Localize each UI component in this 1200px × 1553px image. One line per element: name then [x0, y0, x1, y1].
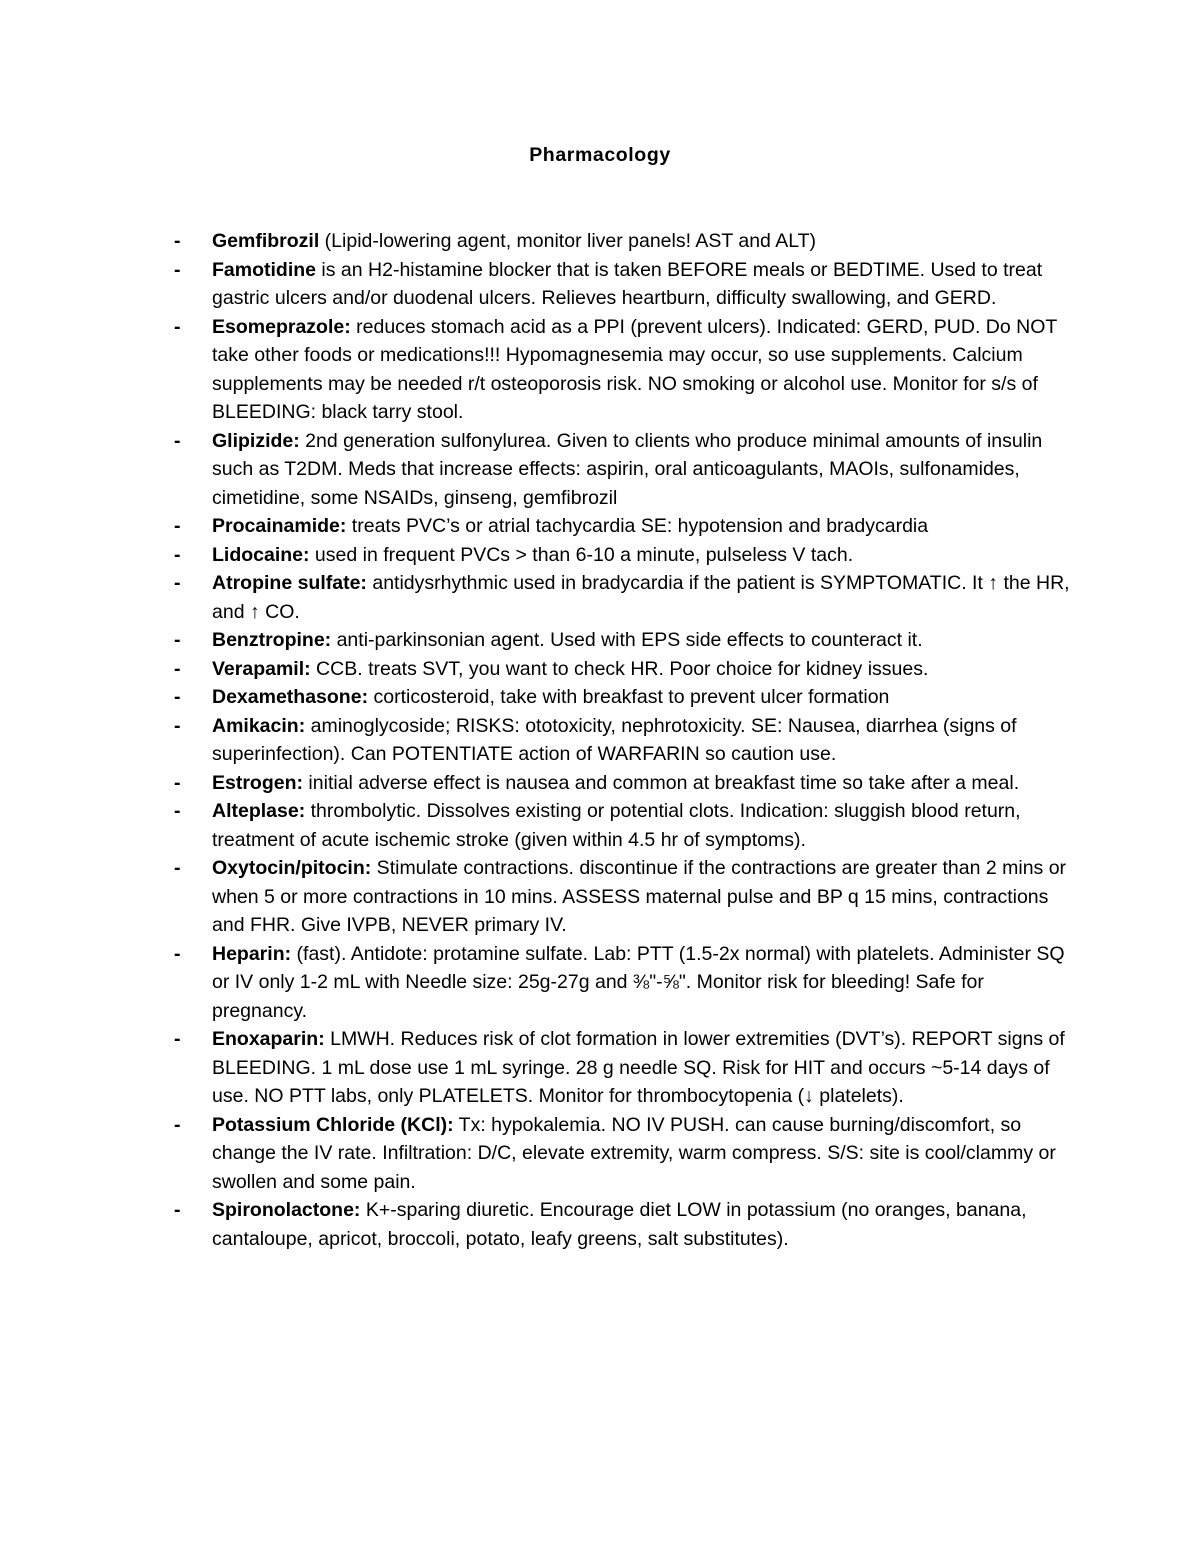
- bullet-dash: -: [174, 258, 181, 281]
- drug-description: Tx: hypokalemia. NO IV PUSH. can cause burning/discomfort, so change the IV rate. Infiltration: D/C, elevate extremity, warm compress. S/S: site is cool/clammy or swollen and some pain.: [212, 1113, 1056, 1193]
- list-item: [0, 683, 1200, 712]
- drug-name: Spironolactone:: [212, 1199, 361, 1221]
- bullet-dash: -: [174, 1113, 181, 1136]
- drug-list: [0, 227, 1200, 1253]
- drug-name: Esomeprazole:: [212, 315, 351, 338]
- drug-description: antidysrhythmic used in bradycardia if the patient is SYMPTOMATIC. It ↑ the HR, and ↑ CO.: [212, 572, 1070, 623]
- list-item: [0, 854, 1200, 940]
- drug-name: Verapamil:: [212, 657, 311, 680]
- drug-description: anti-parkinsonian agent. Used with EPS side effects to counteract it.: [331, 629, 923, 651]
- bullet-dash: -: [174, 1199, 181, 1221]
- list-item: [0, 1196, 1200, 1253]
- drug-description: is an H2-histamine blocker that is taken BEFORE meals or BEDTIME. Used to treat gastric ulcers and/or duodenal ulcers. Relieves heartburn, difficulty swallowing, and GERD.: [212, 258, 1043, 309]
- drug-name: Atropine sulfate:: [212, 572, 367, 594]
- bullet-dash: -: [174, 686, 181, 708]
- drug-name: Potassium Chloride (KCl):: [212, 1113, 454, 1136]
- list-item: [0, 512, 1200, 541]
- drug-name: Famotidine: [212, 258, 317, 281]
- drug-name: Estrogen:: [212, 771, 304, 794]
- drug-description: LMWH. Reduces risk of clot formation in lower extremities (DVT’s). REPORT signs of BLEEDING. 1 mL dose use 1 mL syringe. 28 g needle SQ. Risk for HIT and occurs ~5-14 days of use. NO PTT labs, only PLATELETS. Monitor for thrombocytopenia (↓ platelets).: [212, 1028, 1065, 1107]
- bullet-dash: -: [174, 515, 181, 537]
- drug-name: Procainamide:: [212, 515, 347, 537]
- drug-description: corticosteroid, take with breakfast to prevent ulcer formation: [368, 686, 890, 708]
- drug-description: initial adverse effect is nausea and common at breakfast time so take after a meal.: [303, 771, 1020, 794]
- bullet-dash: -: [174, 657, 181, 680]
- drug-description: (fast). Antidote: protamine sulfate. Lab: PTT (1.5-2x normal) with platelets. Administer SQ or IV only 1-2 mL with Needle size: 25g-27g and ⅜"-⅝". Monitor risk for bleeding! Safe for pregnancy.: [212, 942, 1065, 1022]
- list-item: [0, 655, 1200, 684]
- list-item: [0, 1111, 1200, 1197]
- drug-name: Dexamethasone:: [212, 686, 369, 708]
- drug-description: treats PVC’s or atrial tachycardia SE: hypotension and bradycardia: [346, 515, 929, 537]
- list-item: [0, 769, 1200, 798]
- bullet-dash: -: [174, 315, 181, 338]
- bullet-dash: -: [174, 714, 181, 737]
- list-item: [0, 626, 1200, 655]
- drug-description: Stimulate contractions. discontinue if the contractions are greater than 2 mins or when 5 or more contractions in 10 mins. ASSESS maternal pulse and BP q 15 mins, contractions and FHR. Give IVPB, NEVER primary IV.: [212, 857, 1067, 936]
- bullet-dash: -: [174, 629, 181, 651]
- drug-name: Heparin:: [212, 942, 292, 965]
- bullet-dash: -: [174, 942, 181, 965]
- bullet-dash: -: [174, 771, 181, 794]
- drug-name: Amikacin:: [212, 714, 306, 737]
- page-title: Pharmacology: [529, 144, 671, 166]
- bullet-dash: -: [174, 800, 181, 822]
- drug-description: CCB. treats SVT, you want to check HR. Poor choice for kidney issues.: [310, 657, 929, 680]
- drug-name: Glipizide:: [212, 429, 300, 452]
- drug-name: Gemfibrozil: [212, 230, 320, 252]
- bullet-dash: -: [174, 429, 181, 452]
- drug-description: reduces stomach acid as a PPI (prevent ulcers). Indicated: GERD, PUD. Do NOT take other foods or medications!!! Hypomagnesemia may occur, so use supplements. Calcium supplements may be needed r/t osteoporosis risk. NO smoking or alcohol use. Monitor for s/s of BLEEDING: black tarry stool.: [212, 315, 1057, 423]
- list-item: [0, 313, 1200, 427]
- list-item: [0, 427, 1200, 513]
- list-item: [0, 227, 1200, 256]
- list-item: [0, 569, 1200, 626]
- list-item: [0, 1025, 1200, 1111]
- drug-name: Benztropine:: [212, 629, 332, 651]
- list-item: [0, 541, 1200, 570]
- drug-name: Enoxaparin:: [212, 1028, 325, 1050]
- bullet-dash: -: [174, 230, 181, 252]
- bullet-dash: -: [174, 1028, 181, 1050]
- bullet-dash: -: [174, 572, 181, 594]
- drug-name: Oxytocin/pitocin:: [212, 857, 372, 879]
- list-item: [0, 940, 1200, 1026]
- list-item: [0, 712, 1200, 769]
- drug-description: (Lipid-lowering agent, monitor liver panels! AST and ALT): [319, 230, 817, 252]
- drug-name: Lidocaine:: [212, 543, 310, 566]
- bullet-dash: -: [174, 543, 181, 566]
- list-item: [0, 797, 1200, 854]
- drug-description: used in frequent PVCs > than 6-10 a minute, pulseless V tach.: [309, 543, 854, 566]
- list-item: [0, 256, 1200, 313]
- drug-description: aminoglycoside; RISKS: ototoxicity, nephrotoxicity. SE: Nausea, diarrhea (signs of superinfection). Can POTENTIATE action of WARFARIN so caution use.: [212, 714, 1017, 765]
- drug-name: Alteplase:: [212, 800, 306, 822]
- drug-description: K+-sparing diuretic. Encourage diet LOW in potassium (no oranges, banana, cantaloupe, apricot, broccoli, potato, leafy greens, salt substitutes).: [212, 1199, 1027, 1250]
- bullet-dash: -: [174, 857, 181, 879]
- drug-description: 2nd generation sulfonylurea. Given to clients who produce minimal amounts of insulin such as T2DM. Meds that increase effects: aspirin, oral anticoagulants, MAOIs, sulfonamides, cimetidine, some NSAIDs, ginseng, gemfibrozil: [212, 429, 1043, 509]
- drug-description: thrombolytic. Dissolves existing or potential clots. Indication: sluggish blood return, treatment of acute ischemic stroke (given within 4.5 hr of symptoms).: [212, 800, 1021, 851]
